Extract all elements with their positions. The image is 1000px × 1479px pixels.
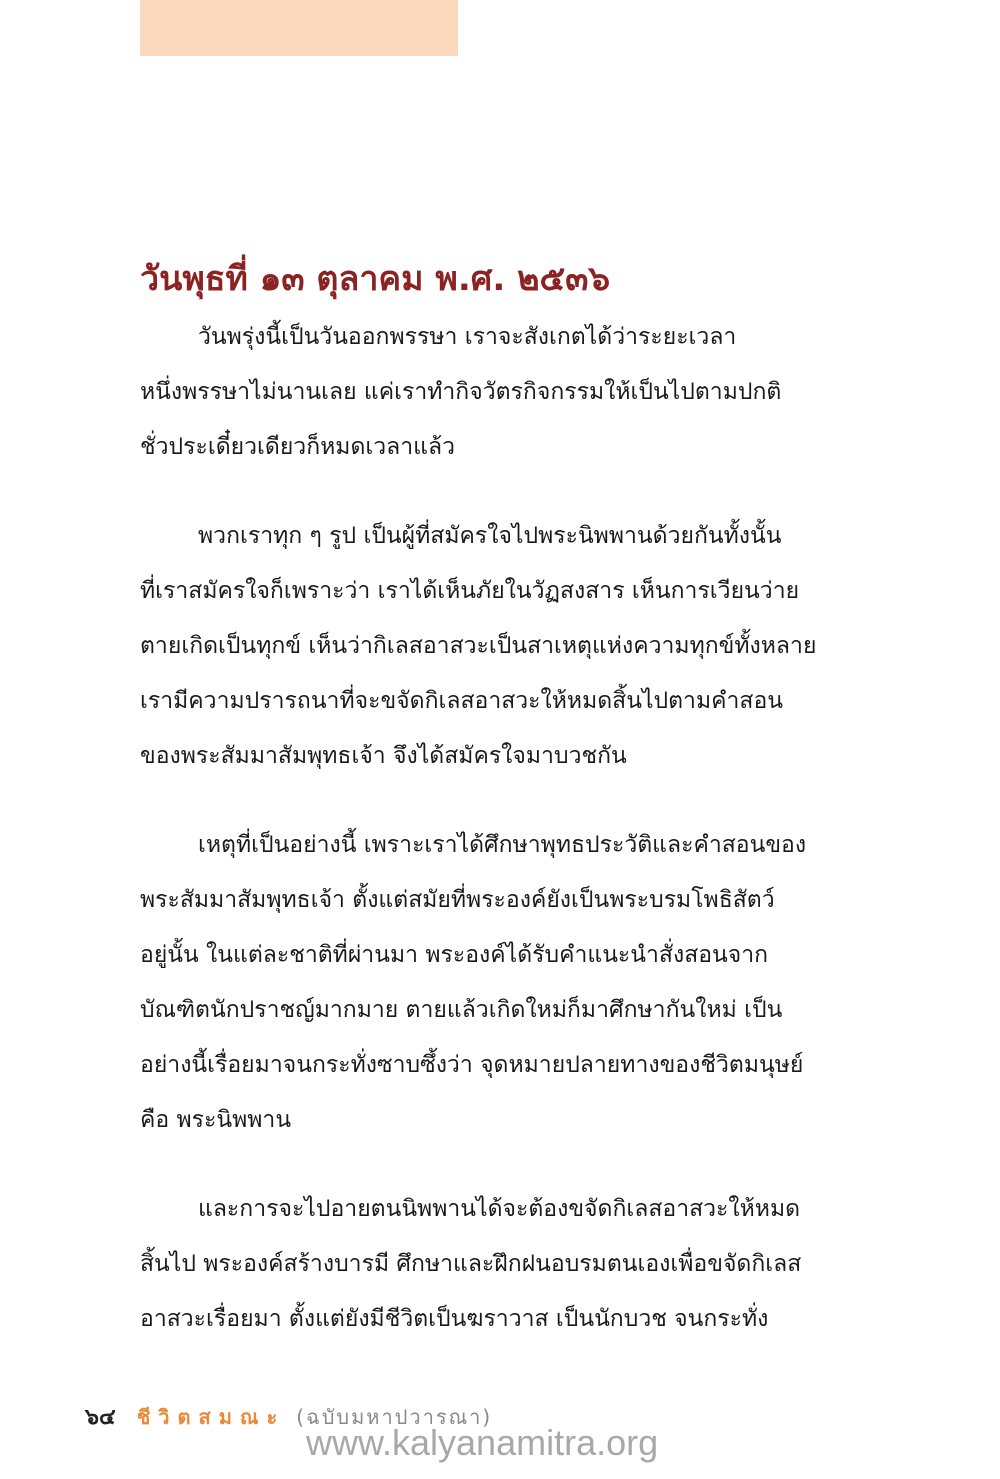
- text-line: ตายเกิดเป็นทุกข์ เห็นว่ากิเลสอาสวะเป็นสาเหตุแห่งความทุกข์ทั้งหลาย: [140, 633, 817, 659]
- body-text: [140, 310, 844, 1381]
- text-line: ของพระสัมมาสัมพุทธเจ้า จึงได้สมัครใจมาบวชกัน: [140, 743, 627, 769]
- text-line: อยู่นั้น ในแต่ละชาติที่ผ่านมา พระองค์ได้รับคำแนะนำสั่งสอนจาก: [140, 942, 769, 968]
- text-line: สิ้นไป พระองค์สร้างบารมี ศึกษาและฝึกฝนอบรมตนเองเพื่อขจัดกิเลส: [140, 1251, 802, 1277]
- text-line: เรามีความปรารถนาที่จะขจัดกิเลสอาสวะให้หมดสิ้นไปตามคำสอน: [140, 688, 784, 714]
- book-subtitle: (ฉบับมหาปวารณา): [296, 1405, 493, 1429]
- text-line: อาสวะเรื่อยมา ตั้งแต่ยังมีชีวิตเป็นฆราวาส เป็นนักบวช จนกระทั่ง: [140, 1306, 769, 1332]
- page-heading: วันพุธที่ ๑๓ ตุลาคม พ.ศ. ๒๕๓๖: [140, 258, 611, 299]
- text-line: และการจะไปอายตนนิพพานได้จะต้องขจัดกิเลสอาสวะให้หมด: [198, 1196, 801, 1222]
- watermark: www.kalyanamitra.org: [306, 1422, 659, 1463]
- text-line: ชั่วประเดี๋ยวเดียวก็หมดเวลาแล้ว: [140, 434, 456, 460]
- paragraph: [140, 509, 844, 784]
- text-line: บัณฑิตนักปราชญ์มากมาย ตายแล้วเกิดใหม่ก็มาศึกษากันใหม่ เป็น: [140, 997, 783, 1023]
- text-line: อย่างนี้เรื่อยมาจนกระทั่งซาบซึ้งว่า จุดหมายปลายทางของชีวิตมนุษย์: [140, 1052, 804, 1078]
- text-line: เหตุที่เป็นอย่างนี้ เพราะเราได้ศึกษาพุทธประวัติและคำสอนของ: [198, 832, 807, 858]
- header-tab: [140, 0, 458, 56]
- text-line: ที่เราสมัครใจก็เพราะว่า เราได้เห็นภัยในวัฏสงสาร เห็นการเวียนว่าย: [140, 578, 800, 604]
- text-line: คือ พระนิพพาน: [140, 1107, 292, 1133]
- paragraph: [140, 818, 844, 1148]
- paragraph: [140, 310, 844, 475]
- page-number: ๖๔: [85, 1405, 116, 1430]
- text-line: วันพรุ่งนี้เป็นวันออกพรรษา เราจะสังเกตได้ว่าระยะเวลา: [198, 324, 737, 350]
- text-line: พวกเราทุก ๆ รูป เป็นผู้ที่สมัครใจไปพระนิพพานด้วยกันทั้งนั้น: [198, 523, 782, 549]
- book-title: ชีวิตสมณะ: [136, 1405, 286, 1429]
- text-line: หนึ่งพรรษาไม่นานเลย แค่เราทำกิจวัตรกิจกรรมให้เป็นไปตามปกติ: [140, 379, 782, 405]
- paragraph: [140, 1182, 844, 1347]
- text-line: พระสัมมาสัมพุทธเจ้า ตั้งแต่สมัยที่พระองค์ยังเป็นพระบรมโพธิสัตว์: [140, 887, 775, 913]
